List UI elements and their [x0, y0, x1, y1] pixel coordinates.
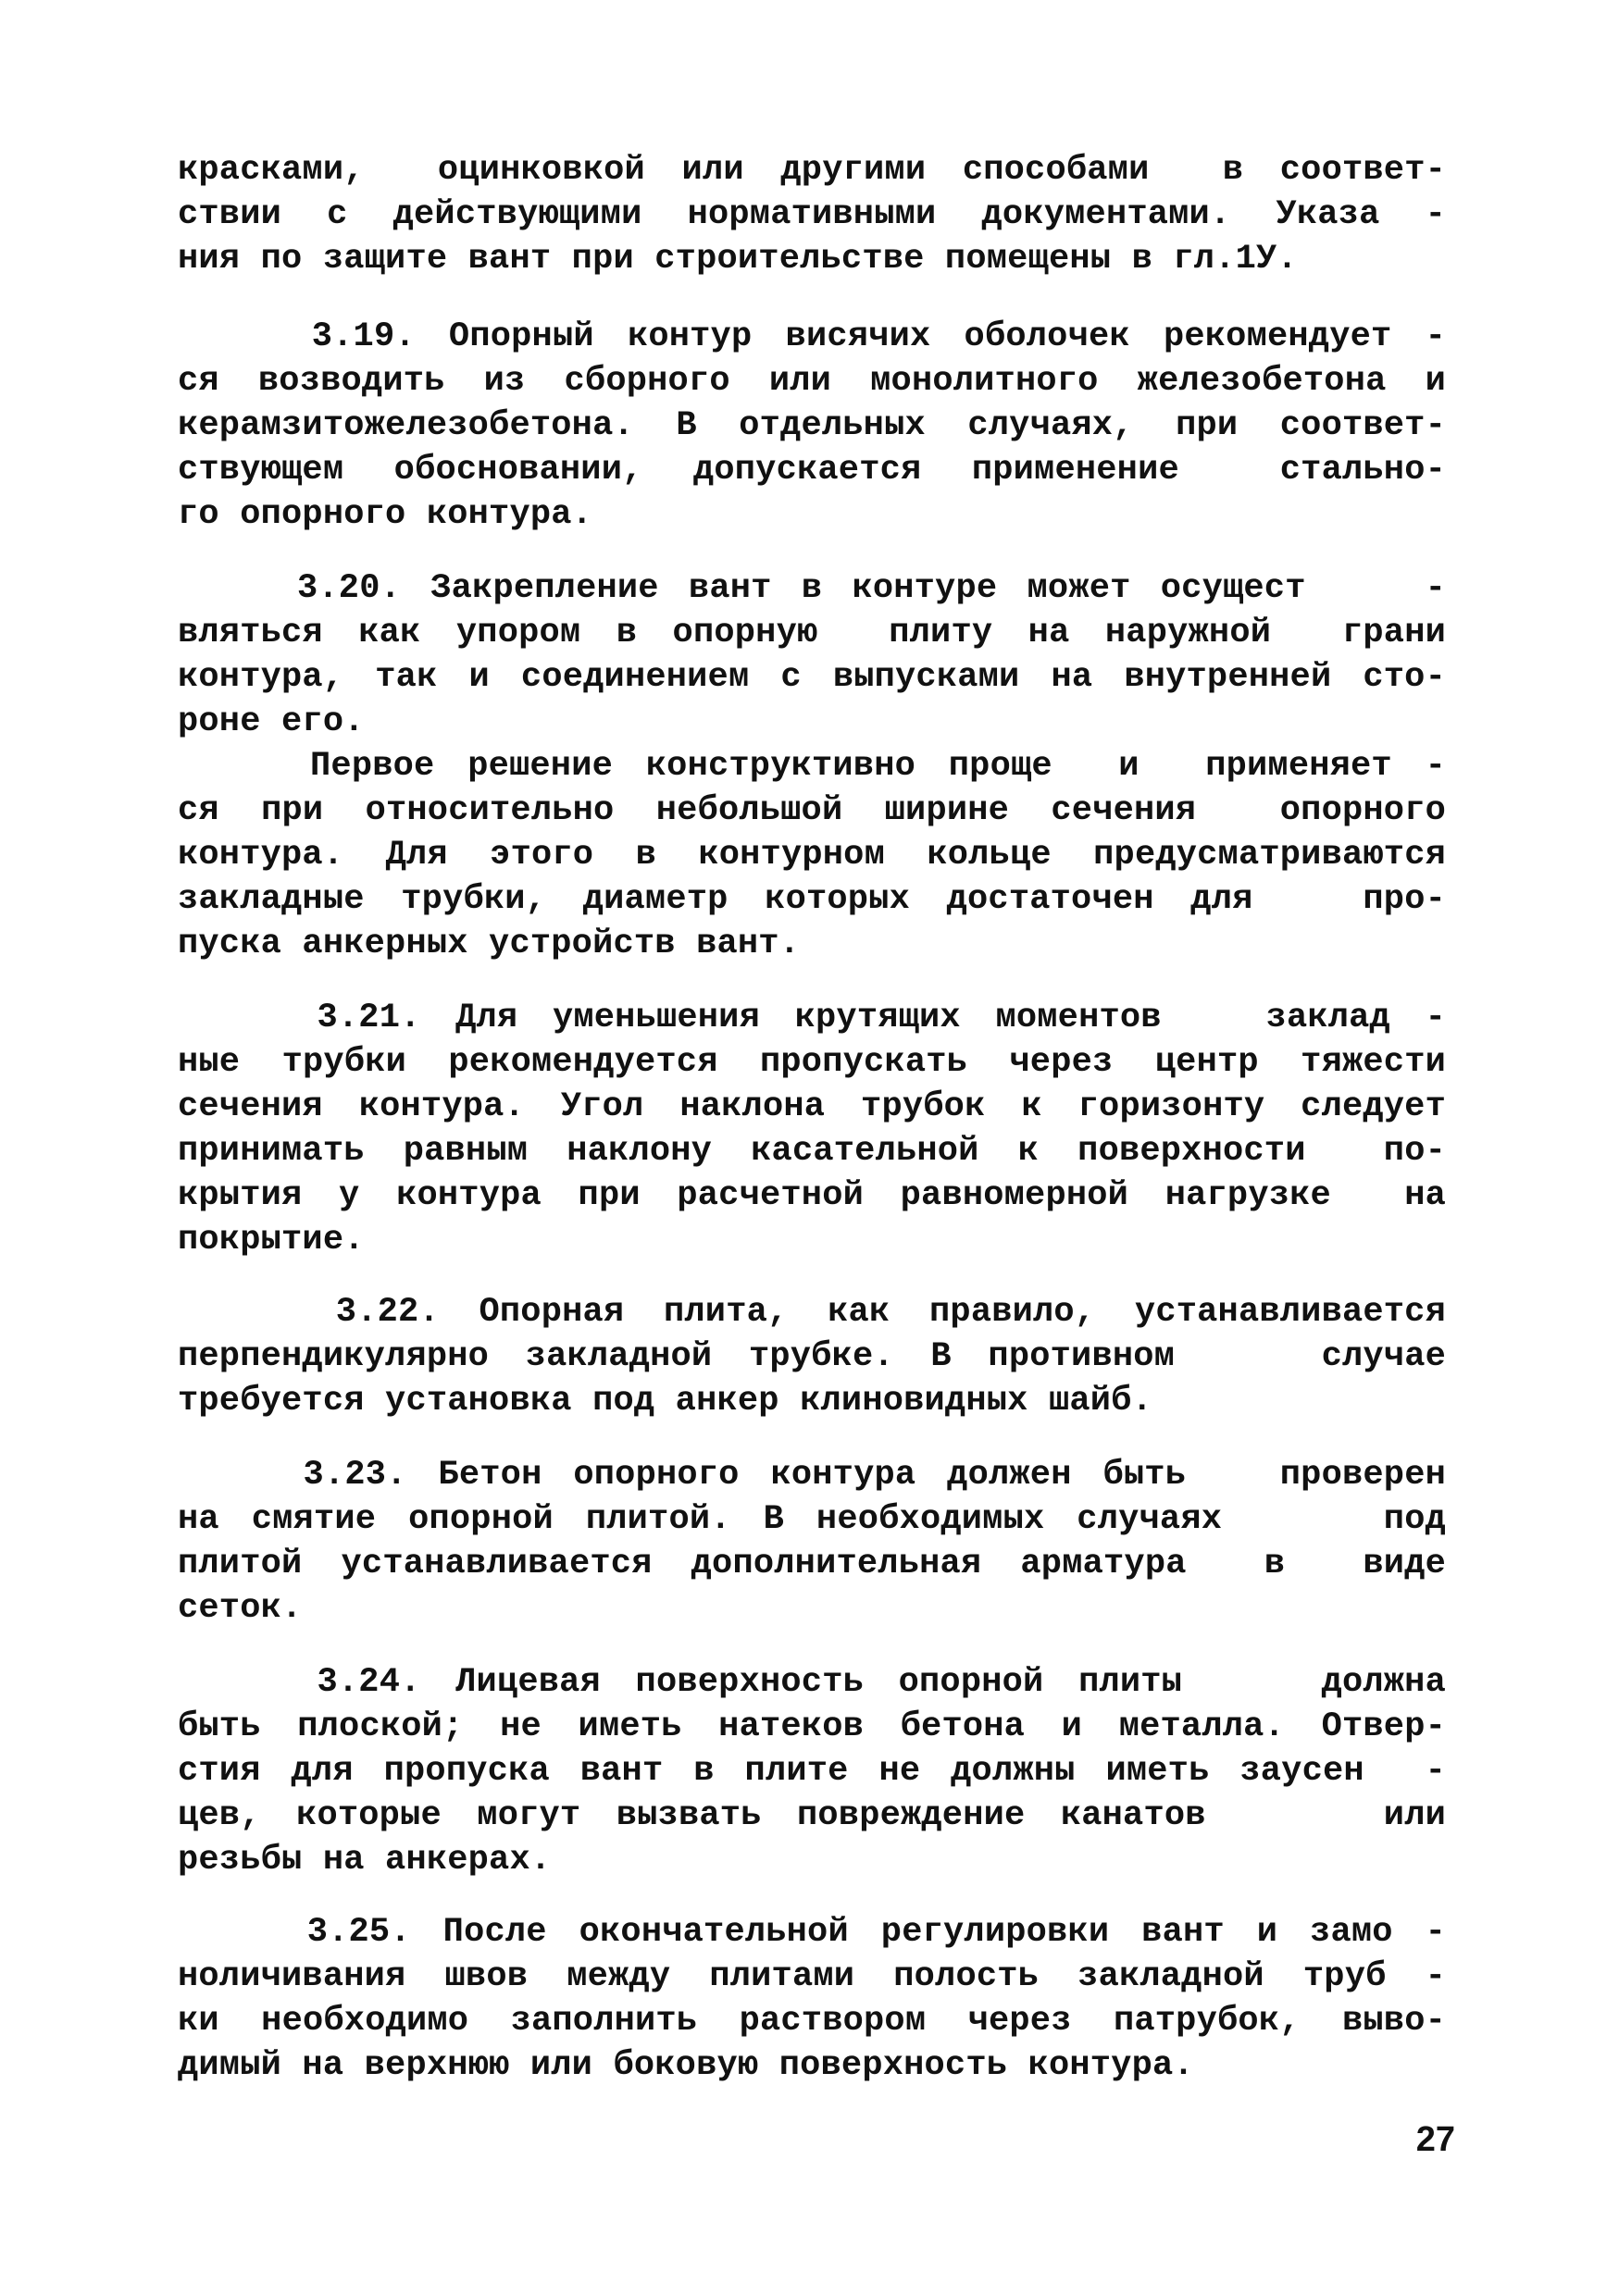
paragraph-3-22	[178, 1290, 1446, 1423]
text-line: ся при относительно небольшой ширине сечения опорного	[178, 791, 1446, 830]
text-line: контура. Для этого в контурном кольце предусматриваются	[178, 836, 1446, 875]
text-line: покрытие.	[178, 1221, 365, 1260]
text-line: 3.22. Опорная плита, как правило, устанавливается	[178, 1293, 1446, 1332]
paragraph-3-21	[178, 996, 1446, 1262]
page-number: 27	[1415, 2120, 1455, 2159]
text-line: пуска анкерных устройств вант.	[178, 925, 801, 963]
text-line: го опорного контура.	[178, 495, 593, 534]
paragraph-3-24	[178, 1660, 1446, 1882]
text-line: крытия у контура при расчетной равномерной нагрузке на	[178, 1176, 1446, 1215]
text-line: красками, оцинковкой или другими способами в соответ-	[178, 151, 1446, 190]
text-line: Первое решение конструктивно проще и применяет -	[178, 747, 1446, 786]
text-line: быть плоской; не иметь натеков бетона и металла. Отвер-	[178, 1707, 1446, 1746]
text-line: ния по защите вант при строительстве помещены в гл.1У.	[178, 240, 1298, 279]
paragraph-3-20	[178, 566, 1446, 966]
paragraph-continuation	[178, 148, 1446, 281]
text-line: 3.25. После окончательной регулировки вант и замо -	[178, 1913, 1446, 1952]
text-line: 3.23. Бетон опорного контура должен быть проверен	[178, 1456, 1446, 1495]
text-line: цев, которые могут вызвать повреждение канатов или	[178, 1796, 1446, 1835]
text-line: керамзитожелезобетона. В отдельных случаях, при соответ-	[178, 406, 1446, 445]
text-line: стия для пропуска вант в плите не должны иметь заусен -	[178, 1752, 1446, 1791]
text-line: 3.24. Лицевая поверхность опорной плиты должна	[178, 1663, 1446, 1702]
text-line: перпендикулярно закладной трубке. В противном случае	[178, 1337, 1446, 1376]
text-line: на смятие опорной плитой. В необходимых случаях под	[178, 1500, 1446, 1539]
text-line: роне его.	[178, 702, 365, 741]
text-line: ноличивания швов между плитами полость закладной труб -	[178, 1957, 1446, 1996]
text-line: плитой устанавливается дополнительная арматура в виде	[178, 1545, 1446, 1583]
text-line: ные трубки рекомендуется пропускать через центр тяжести	[178, 1043, 1446, 1082]
text-line: контура, так и соединением с выпусками на внутренней сто-	[178, 658, 1446, 697]
text-line: резьбы на анкерах.	[178, 1841, 552, 1880]
text-line: 3.19. Опорный контур висячих оболочек рекомендует -	[178, 317, 1446, 356]
text-line: сеток.	[178, 1589, 303, 1628]
text-line: вляться как упором в опорную плиту на наружной грани	[178, 614, 1446, 652]
text-line: ствующем обосновании, допускается применение стально-	[178, 451, 1446, 490]
text-line: ствии с действующими нормативными документами. Указа -	[178, 195, 1446, 234]
paragraph-3-23	[178, 1453, 1446, 1631]
paragraph-3-25	[178, 1910, 1446, 2088]
text-line: сечения контура. Угол наклона трубок к горизонту следует	[178, 1087, 1446, 1126]
text-line: закладные трубки, диаметр которых достаточен для про-	[178, 880, 1446, 919]
text-line: ки необходимо заполнить раствором через патрубок, выво-	[178, 2002, 1446, 2041]
text-line: требуется установка под анкер клиновидных шайб.	[178, 1382, 1152, 1421]
text-line: 3.21. Для уменьшения крутящих моментов заклад -	[178, 999, 1446, 1037]
text-line: 3.20. Закрепление вант в контуре может осущест -	[178, 569, 1446, 608]
text-line: принимать равным наклону касательной к поверхности по-	[178, 1132, 1446, 1171]
text-line: ся возводить из сборного или монолитного железобетона и	[178, 362, 1446, 401]
text-line: димый на верхнюю или боковую поверхность контура.	[178, 2046, 1194, 2085]
paragraph-3-19	[178, 315, 1446, 537]
